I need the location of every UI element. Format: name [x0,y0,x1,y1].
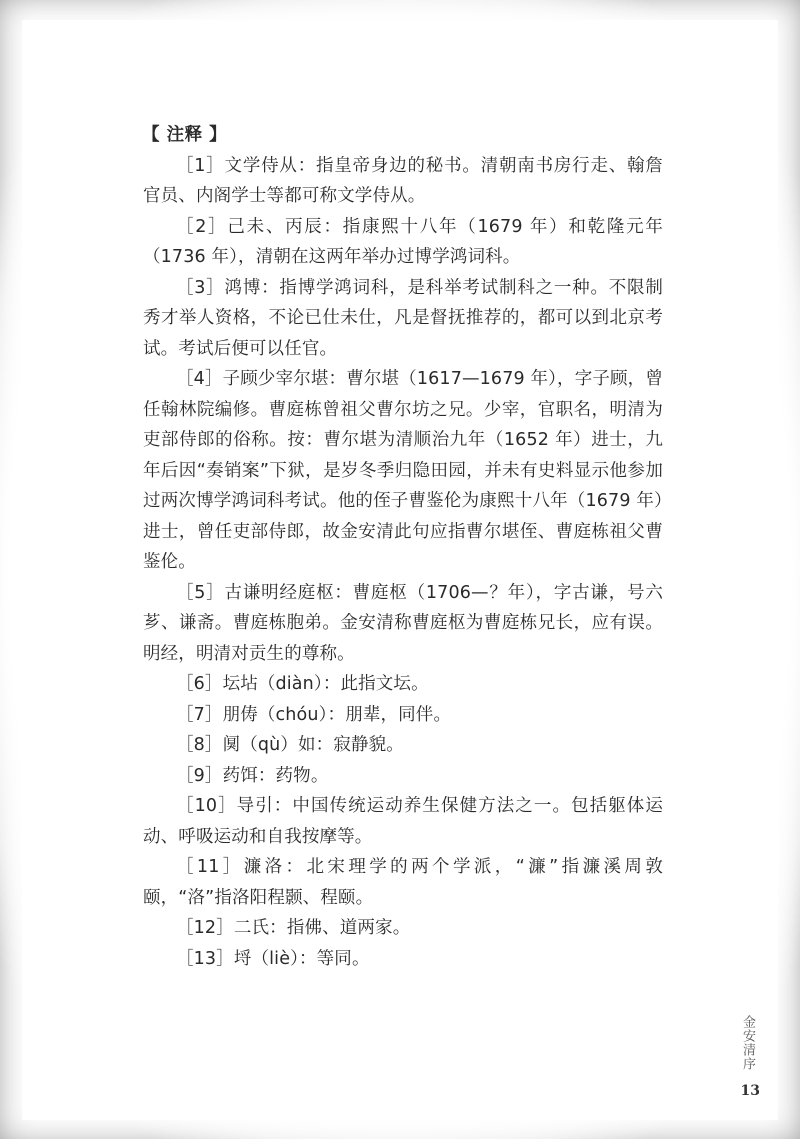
note-8: ［8］阒（qù）如：寂静貌。 [176,735,404,755]
annotations-heading: 【 注释 】 [142,125,228,145]
note-10: ［10］导引：中国传统运动养生保健方法之一。包括躯体运动、呼吸运动和自我按摩等。 [143,796,663,847]
note-7: ［7］朋俦（chóu）：朋辈，同伴。 [176,704,452,725]
page-number: 13 [740,1083,760,1099]
note-9: ［9］药饵：药物。 [176,765,329,786]
note-1: ［1］文学侍从：指皇帝身边的秘书。清朝南书房行走、翰詹官员、内阁学士等都可称文学侍从。 [143,155,663,206]
note-6: ［6］坛坫（diàn）：此指文坛。 [176,674,429,694]
note-2: ［2］己未、丙辰：指康熙十八年（1679 年）和乾隆元年（1736 年），清朝在这两年举办过博学鸿词科。 [143,216,663,267]
note-13: ［13］埒（liè）：等同。 [176,948,370,969]
note-12: ［12］二氏：指佛、道两家。 [176,918,411,938]
note-5: ［5］古谦明经庭枢：曹庭枢（1706—？年），字古谦，号六芗、谦斋。曹庭栋胞弟。金安清称曹庭枢为曹庭栋兄长，应有误。明经，明清对贡生的尊称。 [143,582,663,664]
note-3: ［3］鸿博：指博学鸿词科，是科举考试制科之一种。不限制秀才举人资格，不论已仕未仕，凡是督抚推荐的，都可以到北京考试。考试后便可以任官。 [143,277,663,359]
running-section-title: 金安清序 [740,1015,755,1071]
note-4: ［4］子顾少宰尔堪：曹尔堪（1617—1679 年），字子顾，曾任翰林院编修。曹庭栋曾祖父曹尔坊之兄。少宰，官职名，明清为吏部侍郎的俗称。按：曹尔堪为清顺治九年（1652 年）进士，九年后因“奏销案”下狱，是岁冬季归隐田园，并未有史料显示他参加过两次博学鸿词科考试。他的侄子曹鉴伦为康熙十八年（1679 年）进士，曾任吏部侍郎，故金安清此句应指曹尔堪侄、曹庭栋祖父曹鉴伦。 [143,369,663,572]
note-11: ［11］濂洛：北宋理学的两个学派，“濂”指濂溪周敦颐，“洛”指洛阳程颢、程颐。 [143,857,663,908]
annotations-section [143,120,663,974]
